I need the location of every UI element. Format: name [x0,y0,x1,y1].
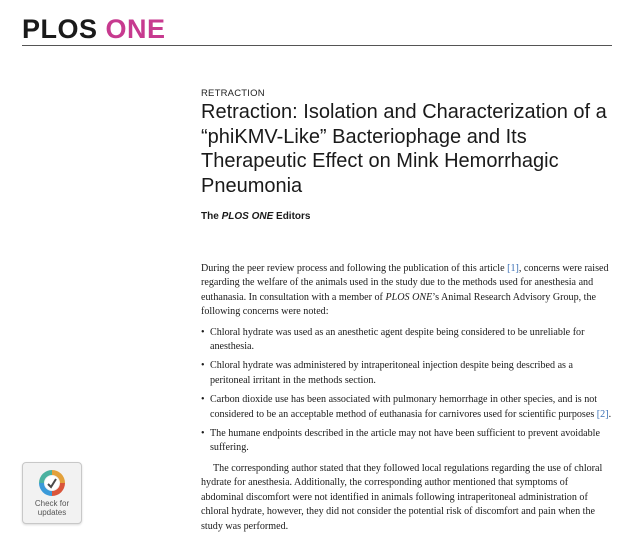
author-line [201,211,310,222]
intro-paragraph [201,262,613,320]
concern-text: Chloral hydrate was administered by intraperitoneal injection despite being described as a peritoneal irritant in the methods section. [210,360,573,386]
concern-text: Carbon dioxide use has been associated with pulmonary hemorrhage in other species, and is not considered to be an acceptable method of euthanasia for carnivores used for scientific purposes [210,394,598,420]
author-suffix: Editors [273,211,311,222]
list-item [201,359,613,388]
concern-text-end: . [608,408,612,420]
header-divider [22,45,612,46]
journal-logo [22,14,166,44]
journal-name-one: ONE [105,14,166,44]
cfu-line-2: updates [37,507,67,517]
list-item [201,326,613,355]
concern-text: Chloral hydrate was used as an anesthetic agent despite being considered to be unreliable for anesthesia. [210,326,585,353]
article-body [201,262,613,534]
closing-paragraph: The corresponding author stated that they followed local regulations regarding the use of chloral hydrate for anesthesia. Additionally, the corresponding author mentioned that symptoms of abdominal discomfort were not identified in animals following intraperitoneal administration of chloral hydrate, however, they did not consider the potential risk of discomfort and pain when the study was performed. [201,462,603,532]
author-journal: PLOS ONE [221,211,274,222]
article-title: Retraction: Isolation and Characterization of a “phiKMV-Like” Bacteriophage and Its Therapeutic Effect on Mink Hemorrhagic Pneumonia [201,101,607,197]
reference-link-2[interactable]: [2] [596,408,609,420]
check-for-updates-label [23,500,81,517]
intro-text-1: During the peer review process and following the publication of this article [201,263,508,274]
intro-journal-italic: PLOS ONE [385,291,433,303]
concern-text: The humane endpoints described in the article may not have been sufficient to prevent avoidable suffering. [210,428,600,454]
article-type-label: RETRACTION [201,88,265,99]
list-item [201,427,613,456]
cfu-line-1: Check for [34,499,70,508]
author-prefix: The [201,211,222,222]
crossmark-icon [36,467,68,499]
reference-link-1[interactable]: [1] [507,263,519,274]
journal-name-plos: PLOS [22,14,98,44]
intro-text-3: ’s Animal Research Advisory Group, the following concerns were noted: [201,291,596,318]
list-item [201,393,613,422]
intro-text-2: , concerns were raised regarding the welfare of the animals used in the study due to the methods used for anesthesia and euthanasia. In consultation with a member of [201,263,609,303]
check-for-updates-badge[interactable] [22,462,82,524]
concerns-list [201,326,613,456]
